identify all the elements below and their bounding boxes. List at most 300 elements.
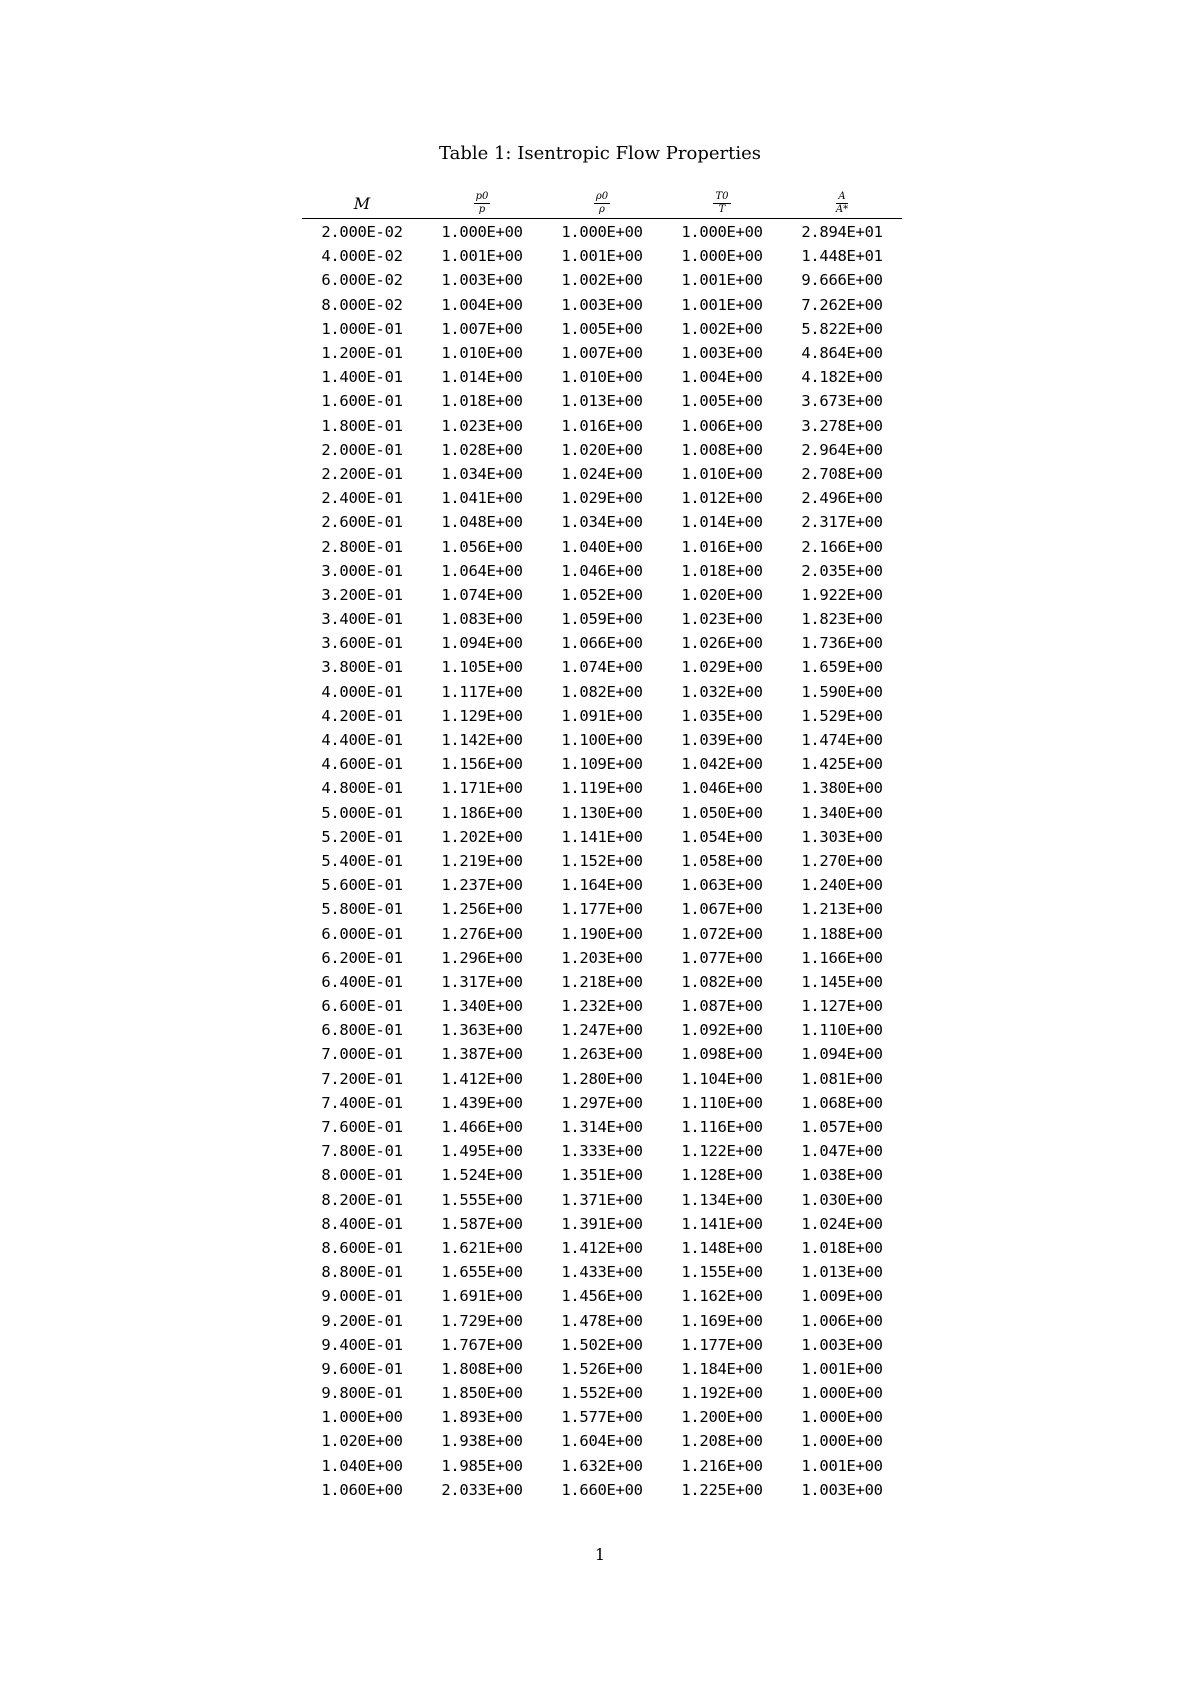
mach-cell: 6.600E-01 (321, 997, 403, 1016)
temperature-ratio-cell: 1.110E+00 (681, 1093, 763, 1112)
table-row (302, 631, 902, 655)
table-row (302, 776, 902, 800)
density-ratio-cell: 1.297E+00 (561, 1093, 643, 1112)
density-ratio-cell: 1.066E+00 (561, 634, 643, 653)
pressure-ratio-cell: 1.524E+00 (441, 1166, 523, 1185)
mach-cell: 7.600E-01 (321, 1118, 403, 1137)
density-ratio-cell: 1.478E+00 (561, 1311, 643, 1330)
area-ratio-cell: 1.736E+00 (801, 634, 883, 653)
density-ratio-fraction (594, 192, 610, 215)
area-ratio-cell: 3.278E+00 (801, 416, 883, 435)
area-ratio-cell: 2.708E+00 (801, 464, 883, 483)
header-area-ratio (782, 188, 902, 218)
temperature-ratio-cell: 1.004E+00 (681, 368, 763, 387)
pressure-ratio-cell: 1.893E+00 (441, 1408, 523, 1427)
temperature-ratio-cell: 1.134E+00 (681, 1190, 763, 1209)
mach-cell: 5.800E-01 (321, 900, 403, 919)
mach-cell: 5.200E-01 (321, 827, 403, 846)
table-row (302, 268, 902, 292)
temperature-ratio-numerator: T0 (715, 190, 729, 202)
temperature-ratio-cell: 1.014E+00 (681, 513, 763, 532)
pressure-ratio-cell: 1.048E+00 (441, 513, 523, 532)
mach-cell: 6.000E-01 (321, 924, 403, 943)
pressure-ratio-cell: 1.028E+00 (441, 440, 523, 459)
table-row (302, 1429, 902, 1453)
temperature-ratio-fraction (713, 192, 730, 215)
density-ratio-cell: 1.177E+00 (561, 900, 643, 919)
table-row (302, 994, 902, 1018)
mach-cell: 1.040E+00 (321, 1456, 403, 1475)
pressure-ratio-cell: 1.171E+00 (441, 779, 523, 798)
table-row (302, 1042, 902, 1066)
area-ratio-cell: 1.922E+00 (801, 585, 883, 604)
table-row (302, 534, 902, 558)
mach-cell: 4.400E-01 (321, 731, 403, 750)
density-ratio-cell: 1.526E+00 (561, 1359, 643, 1378)
mach-cell: 9.600E-01 (321, 1359, 403, 1378)
mach-cell: 7.200E-01 (321, 1069, 403, 1088)
temperature-ratio-cell: 1.005E+00 (681, 392, 763, 411)
pressure-ratio-cell: 1.186E+00 (441, 803, 523, 822)
pressure-ratio-cell: 1.256E+00 (441, 900, 523, 919)
area-ratio-cell: 1.003E+00 (801, 1335, 883, 1354)
mach-cell: 5.600E-01 (321, 876, 403, 895)
temperature-ratio-cell: 1.128E+00 (681, 1166, 763, 1185)
area-ratio-cell: 1.303E+00 (801, 827, 883, 846)
temperature-ratio-cell: 1.008E+00 (681, 440, 763, 459)
temperature-ratio-cell: 1.000E+00 (681, 223, 763, 242)
density-ratio-cell: 1.074E+00 (561, 658, 643, 677)
density-ratio-cell: 1.552E+00 (561, 1384, 643, 1403)
temperature-ratio-cell: 1.002E+00 (681, 319, 763, 338)
table-row (302, 849, 902, 873)
density-ratio-cell: 1.119E+00 (561, 779, 643, 798)
temperature-ratio-cell: 1.035E+00 (681, 706, 763, 725)
temperature-ratio-cell: 1.184E+00 (681, 1359, 763, 1378)
mach-cell: 7.800E-01 (321, 1142, 403, 1161)
area-ratio-cell: 1.529E+00 (801, 706, 883, 725)
pressure-ratio-cell: 1.014E+00 (441, 368, 523, 387)
table-row (302, 462, 902, 486)
temperature-ratio-cell: 1.216E+00 (681, 1456, 763, 1475)
pressure-ratio-cell: 1.587E+00 (441, 1214, 523, 1233)
mach-cell: 8.800E-01 (321, 1263, 403, 1282)
mach-cell: 3.800E-01 (321, 658, 403, 677)
area-ratio-cell: 1.094E+00 (801, 1045, 883, 1064)
temperature-ratio-cell: 1.141E+00 (681, 1214, 763, 1233)
area-ratio-cell: 1.000E+00 (801, 1432, 883, 1451)
pressure-ratio-cell: 1.808E+00 (441, 1359, 523, 1378)
mach-cell: 5.000E-01 (321, 803, 403, 822)
density-ratio-cell: 1.003E+00 (561, 295, 643, 314)
density-ratio-cell: 1.082E+00 (561, 682, 643, 701)
pressure-ratio-cell: 1.117E+00 (441, 682, 523, 701)
temperature-ratio-cell: 1.116E+00 (681, 1118, 763, 1137)
area-ratio-cell: 1.145E+00 (801, 972, 883, 991)
area-ratio-cell: 1.009E+00 (801, 1287, 883, 1306)
area-ratio-cell: 1.240E+00 (801, 876, 883, 895)
mach-cell: 8.400E-01 (321, 1214, 403, 1233)
temperature-ratio-cell: 1.104E+00 (681, 1069, 763, 1088)
temperature-ratio-cell: 1.046E+00 (681, 779, 763, 798)
table-row (302, 365, 902, 389)
temperature-ratio-cell: 1.098E+00 (681, 1045, 763, 1064)
density-ratio-cell: 1.263E+00 (561, 1045, 643, 1064)
mach-cell: 1.000E+00 (321, 1408, 403, 1427)
area-ratio-cell: 1.057E+00 (801, 1118, 883, 1137)
pressure-ratio-cell: 1.000E+00 (441, 223, 523, 242)
pressure-ratio-cell: 1.938E+00 (441, 1432, 523, 1451)
table-row (302, 317, 902, 341)
mach-cell: 2.400E-01 (321, 489, 403, 508)
density-ratio-cell: 1.016E+00 (561, 416, 643, 435)
pressure-ratio-cell: 1.018E+00 (441, 392, 523, 411)
mach-cell: 1.400E-01 (321, 368, 403, 387)
table-row (302, 510, 902, 534)
density-ratio-cell: 1.130E+00 (561, 803, 643, 822)
mach-cell: 9.200E-01 (321, 1311, 403, 1330)
area-ratio-cell: 1.006E+00 (801, 1311, 883, 1330)
table-row (302, 1454, 902, 1478)
table-header-row (302, 188, 902, 219)
temperature-ratio-cell: 1.162E+00 (681, 1287, 763, 1306)
mach-cell: 3.600E-01 (321, 634, 403, 653)
pressure-ratio-cell: 1.129E+00 (441, 706, 523, 725)
table-row (302, 1478, 902, 1502)
pressure-ratio-cell: 1.034E+00 (441, 464, 523, 483)
table-row (302, 1308, 902, 1332)
table-row (302, 801, 902, 825)
area-ratio-cell: 1.425E+00 (801, 755, 883, 774)
pressure-ratio-fraction (474, 192, 491, 215)
density-ratio-cell: 1.190E+00 (561, 924, 643, 943)
table-row (302, 704, 902, 728)
temperature-ratio-cell: 1.006E+00 (681, 416, 763, 435)
temperature-ratio-cell: 1.192E+00 (681, 1384, 763, 1403)
temperature-ratio-cell: 1.225E+00 (681, 1480, 763, 1499)
pressure-ratio-cell: 1.105E+00 (441, 658, 523, 677)
density-ratio-cell: 1.029E+00 (561, 489, 643, 508)
temperature-ratio-cell: 1.177E+00 (681, 1335, 763, 1354)
page-number: 1 (594, 1545, 606, 1564)
mach-cell: 6.200E-01 (321, 948, 403, 967)
temperature-ratio-cell: 1.001E+00 (681, 271, 763, 290)
mach-cell: 2.200E-01 (321, 464, 403, 483)
table-row (302, 486, 902, 510)
temperature-ratio-cell: 1.001E+00 (681, 295, 763, 314)
table-row (302, 1115, 902, 1139)
area-ratio-cell: 1.110E+00 (801, 1021, 883, 1040)
mach-cell: 3.200E-01 (321, 585, 403, 604)
table-row (302, 244, 902, 268)
area-ratio-cell: 3.673E+00 (801, 392, 883, 411)
mach-cell: 3.400E-01 (321, 610, 403, 629)
mach-cell: 1.600E-01 (321, 392, 403, 411)
density-ratio-cell: 1.109E+00 (561, 755, 643, 774)
density-ratio-cell: 1.034E+00 (561, 513, 643, 532)
density-ratio-cell: 1.433E+00 (561, 1263, 643, 1282)
header-mach-label: M (353, 193, 371, 213)
density-ratio-numerator: ρ0 (595, 190, 609, 202)
temperature-ratio-cell: 1.208E+00 (681, 1432, 763, 1451)
area-ratio-cell: 1.018E+00 (801, 1238, 883, 1257)
area-ratio-cell: 1.188E+00 (801, 924, 883, 943)
density-ratio-cell: 1.604E+00 (561, 1432, 643, 1451)
area-ratio-cell: 1.380E+00 (801, 779, 883, 798)
mach-cell: 3.000E-01 (321, 561, 403, 580)
density-ratio-cell: 1.247E+00 (561, 1021, 643, 1040)
table-row (302, 1260, 902, 1284)
pressure-ratio-cell: 1.083E+00 (441, 610, 523, 629)
area-ratio-cell: 5.822E+00 (801, 319, 883, 338)
pressure-ratio-cell: 1.023E+00 (441, 416, 523, 435)
table-row (302, 680, 902, 704)
area-ratio-cell: 1.270E+00 (801, 851, 883, 870)
pressure-ratio-cell: 1.237E+00 (441, 876, 523, 895)
density-ratio-cell: 1.046E+00 (561, 561, 643, 580)
table-row (302, 897, 902, 921)
mach-cell: 8.600E-01 (321, 1238, 403, 1257)
pressure-ratio-cell: 1.064E+00 (441, 561, 523, 580)
table-row (302, 946, 902, 970)
mach-cell: 4.000E-02 (321, 247, 403, 266)
area-ratio-cell: 1.030E+00 (801, 1190, 883, 1209)
temperature-ratio-cell: 1.050E+00 (681, 803, 763, 822)
temperature-ratio-cell: 1.012E+00 (681, 489, 763, 508)
temperature-ratio-cell: 1.020E+00 (681, 585, 763, 604)
temperature-ratio-cell: 1.010E+00 (681, 464, 763, 483)
pressure-ratio-cell: 1.985E+00 (441, 1456, 523, 1475)
pressure-ratio-cell: 1.276E+00 (441, 924, 523, 943)
temperature-ratio-cell: 1.200E+00 (681, 1408, 763, 1427)
density-ratio-cell: 1.052E+00 (561, 585, 643, 604)
table-row (302, 825, 902, 849)
mach-cell: 2.000E-02 (321, 223, 403, 242)
density-ratio-cell: 1.660E+00 (561, 1480, 643, 1499)
mach-cell: 8.200E-01 (321, 1190, 403, 1209)
pressure-ratio-denominator: p (478, 203, 486, 215)
area-ratio-cell: 1.213E+00 (801, 900, 883, 919)
pressure-ratio-cell: 1.003E+00 (441, 271, 523, 290)
temperature-ratio-cell: 1.155E+00 (681, 1263, 763, 1282)
area-ratio-cell: 2.894E+01 (801, 223, 883, 242)
mach-cell: 6.400E-01 (321, 972, 403, 991)
pressure-ratio-cell: 1.094E+00 (441, 634, 523, 653)
area-ratio-cell: 1.003E+00 (801, 1480, 883, 1499)
table-row (302, 752, 902, 776)
pressure-ratio-cell: 1.621E+00 (441, 1238, 523, 1257)
area-ratio-cell: 1.068E+00 (801, 1093, 883, 1112)
temperature-ratio-cell: 1.023E+00 (681, 610, 763, 629)
pressure-ratio-cell: 1.729E+00 (441, 1311, 523, 1330)
pressure-ratio-cell: 1.555E+00 (441, 1190, 523, 1209)
pressure-ratio-cell: 1.495E+00 (441, 1142, 523, 1161)
table-row (302, 607, 902, 631)
density-ratio-cell: 1.091E+00 (561, 706, 643, 725)
area-ratio-cell: 1.000E+00 (801, 1408, 883, 1427)
temperature-ratio-cell: 1.058E+00 (681, 851, 763, 870)
isentropic-flow-table (302, 188, 902, 1502)
table-row (302, 921, 902, 945)
area-ratio-cell: 1.024E+00 (801, 1214, 883, 1233)
table-row (302, 970, 902, 994)
mach-cell: 6.800E-01 (321, 1021, 403, 1040)
temperature-ratio-cell: 1.032E+00 (681, 682, 763, 701)
pressure-ratio-cell: 1.202E+00 (441, 827, 523, 846)
area-ratio-cell: 1.448E+01 (801, 247, 883, 266)
density-ratio-cell: 1.456E+00 (561, 1287, 643, 1306)
pressure-ratio-cell: 1.296E+00 (441, 948, 523, 967)
table-row (302, 220, 902, 244)
area-ratio-cell: 1.000E+00 (801, 1384, 883, 1403)
area-ratio-cell: 1.590E+00 (801, 682, 883, 701)
area-ratio-cell: 1.127E+00 (801, 997, 883, 1016)
mach-cell: 8.000E-02 (321, 295, 403, 314)
mach-cell: 1.060E+00 (321, 1480, 403, 1499)
pressure-ratio-cell: 1.387E+00 (441, 1045, 523, 1064)
mach-cell: 4.000E-01 (321, 682, 403, 701)
temperature-ratio-cell: 1.087E+00 (681, 997, 763, 1016)
mach-cell: 4.600E-01 (321, 755, 403, 774)
temperature-ratio-cell: 1.082E+00 (681, 972, 763, 991)
area-ratio-cell: 1.340E+00 (801, 803, 883, 822)
density-ratio-cell: 1.040E+00 (561, 537, 643, 556)
table-row (302, 583, 902, 607)
temperature-ratio-cell: 1.026E+00 (681, 634, 763, 653)
area-ratio-cell: 1.823E+00 (801, 610, 883, 629)
area-ratio-cell: 1.166E+00 (801, 948, 883, 967)
pressure-ratio-cell: 1.691E+00 (441, 1287, 523, 1306)
density-ratio-cell: 1.577E+00 (561, 1408, 643, 1427)
table-row (302, 873, 902, 897)
area-ratio-cell: 2.964E+00 (801, 440, 883, 459)
density-ratio-cell: 1.232E+00 (561, 997, 643, 1016)
density-ratio-cell: 1.412E+00 (561, 1238, 643, 1257)
area-ratio-cell: 1.659E+00 (801, 658, 883, 677)
area-ratio-denominator: A* (835, 203, 849, 215)
mach-cell: 4.200E-01 (321, 706, 403, 725)
area-ratio-cell: 2.317E+00 (801, 513, 883, 532)
pressure-ratio-numerator: p0 (475, 190, 489, 202)
area-ratio-cell: 9.666E+00 (801, 271, 883, 290)
area-ratio-cell: 1.474E+00 (801, 731, 883, 750)
table-row (302, 1163, 902, 1187)
table-row (302, 1357, 902, 1381)
pressure-ratio-cell: 1.466E+00 (441, 1118, 523, 1137)
mach-cell: 5.400E-01 (321, 851, 403, 870)
table-row (302, 1067, 902, 1091)
header-mach (302, 188, 422, 218)
pressure-ratio-cell: 1.010E+00 (441, 344, 523, 363)
mach-cell: 9.800E-01 (321, 1384, 403, 1403)
mach-cell: 9.400E-01 (321, 1335, 403, 1354)
table-row (302, 1091, 902, 1115)
table-body (302, 220, 902, 1502)
pressure-ratio-cell: 1.219E+00 (441, 851, 523, 870)
density-ratio-cell: 1.333E+00 (561, 1142, 643, 1161)
density-ratio-denominator: ρ (599, 203, 605, 215)
density-ratio-cell: 1.164E+00 (561, 876, 643, 895)
mach-cell: 1.200E-01 (321, 344, 403, 363)
mach-cell: 2.600E-01 (321, 513, 403, 532)
table-row (302, 414, 902, 438)
table-row (302, 1212, 902, 1236)
pressure-ratio-cell: 1.363E+00 (441, 1021, 523, 1040)
table-row (302, 559, 902, 583)
pressure-ratio-cell: 1.074E+00 (441, 585, 523, 604)
table-row (302, 1236, 902, 1260)
density-ratio-cell: 1.007E+00 (561, 344, 643, 363)
temperature-ratio-cell: 1.092E+00 (681, 1021, 763, 1040)
temperature-ratio-denominator: T (718, 203, 726, 215)
area-ratio-cell: 4.182E+00 (801, 368, 883, 387)
temperature-ratio-cell: 1.169E+00 (681, 1311, 763, 1330)
density-ratio-cell: 1.371E+00 (561, 1190, 643, 1209)
density-ratio-cell: 1.314E+00 (561, 1118, 643, 1137)
area-ratio-cell: 1.001E+00 (801, 1456, 883, 1475)
density-ratio-cell: 1.351E+00 (561, 1166, 643, 1185)
temperature-ratio-cell: 1.072E+00 (681, 924, 763, 943)
mach-cell: 1.800E-01 (321, 416, 403, 435)
density-ratio-cell: 1.005E+00 (561, 319, 643, 338)
density-ratio-cell: 1.020E+00 (561, 440, 643, 459)
table-row (302, 438, 902, 462)
temperature-ratio-cell: 1.067E+00 (681, 900, 763, 919)
density-ratio-cell: 1.010E+00 (561, 368, 643, 387)
area-ratio-cell: 1.001E+00 (801, 1359, 883, 1378)
table-row (302, 1284, 902, 1308)
area-ratio-cell: 7.262E+00 (801, 295, 883, 314)
temperature-ratio-cell: 1.018E+00 (681, 561, 763, 580)
table-row (302, 1333, 902, 1357)
mach-cell: 6.000E-02 (321, 271, 403, 290)
pressure-ratio-cell: 1.056E+00 (441, 537, 523, 556)
pressure-ratio-cell: 1.412E+00 (441, 1069, 523, 1088)
area-ratio-cell: 1.038E+00 (801, 1166, 883, 1185)
mach-cell: 8.000E-01 (321, 1166, 403, 1185)
table-row (302, 1139, 902, 1163)
pressure-ratio-cell: 1.317E+00 (441, 972, 523, 991)
header-density-ratio (542, 188, 662, 218)
mach-cell: 2.000E-01 (321, 440, 403, 459)
temperature-ratio-cell: 1.016E+00 (681, 537, 763, 556)
pressure-ratio-cell: 1.004E+00 (441, 295, 523, 314)
table-caption: Table 1: Isentropic Flow Properties (438, 143, 761, 164)
temperature-ratio-cell: 1.122E+00 (681, 1142, 763, 1161)
table-row (302, 655, 902, 679)
pressure-ratio-cell: 1.007E+00 (441, 319, 523, 338)
area-ratio-cell: 4.864E+00 (801, 344, 883, 363)
mach-cell: 1.000E-01 (321, 319, 403, 338)
mach-cell: 7.000E-01 (321, 1045, 403, 1064)
pressure-ratio-cell: 1.439E+00 (441, 1093, 523, 1112)
area-ratio-cell: 2.496E+00 (801, 489, 883, 508)
pressure-ratio-cell: 1.655E+00 (441, 1263, 523, 1282)
density-ratio-cell: 1.280E+00 (561, 1069, 643, 1088)
temperature-ratio-cell: 1.029E+00 (681, 658, 763, 677)
temperature-ratio-cell: 1.000E+00 (681, 247, 763, 266)
pressure-ratio-cell: 2.033E+00 (441, 1480, 523, 1499)
mach-cell: 7.400E-01 (321, 1093, 403, 1112)
table-row (302, 293, 902, 317)
temperature-ratio-cell: 1.054E+00 (681, 827, 763, 846)
table-row (302, 1018, 902, 1042)
pressure-ratio-cell: 1.340E+00 (441, 997, 523, 1016)
area-ratio-numerator: A (838, 190, 846, 202)
area-ratio-cell: 1.081E+00 (801, 1069, 883, 1088)
area-ratio-cell: 1.047E+00 (801, 1142, 883, 1161)
pressure-ratio-cell: 1.767E+00 (441, 1335, 523, 1354)
